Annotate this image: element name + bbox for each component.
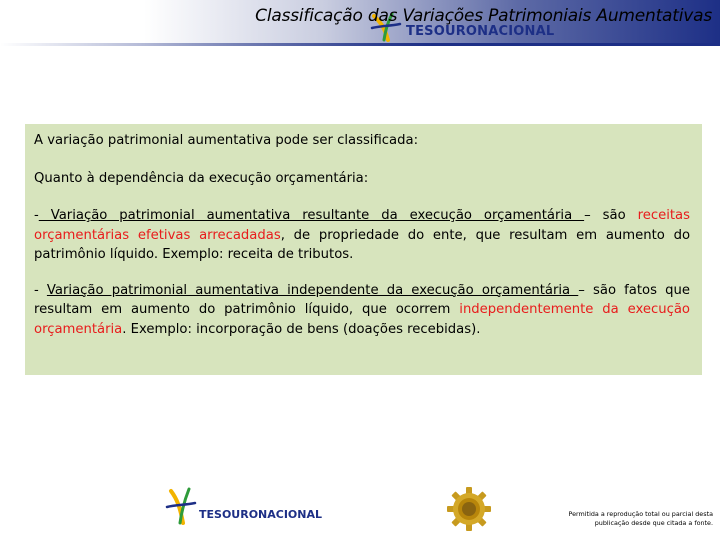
page-title: Classificação das Variações Patrimoniais Aumentativas <box>255 6 712 26</box>
header-bar <box>0 0 720 46</box>
gear-seal-icon <box>447 487 491 531</box>
footer-logo <box>165 487 323 527</box>
header-logo-text: TESOURONACIONAL <box>406 24 555 39</box>
section-heading: Quanto à dependência da execução orçamentária: <box>34 170 369 186</box>
item-term: Variação patrimonial aumentativa resultante da execução orçamentária <box>38 208 585 223</box>
item-text: , de propriedade do ente, que resultam em aumento do patrimônio líquido. Exemplo: receita de tributos. <box>34 227 691 262</box>
item-text: – são fatos que resultam em aumento do patrimônio líquido, que ocorrem <box>34 282 690 317</box>
item-highlight: independentemente da execução orçamentária <box>34 302 690 337</box>
item-text: . Exemplo: incorporação de bens (doações recebidas). <box>122 321 481 337</box>
item-term: Variação patrimonial aumentativa independente da execução orçamentária <box>46 282 579 298</box>
item-prefix: - <box>34 282 47 298</box>
item-highlight: receitas orçamentárias efetivas arrecadadas <box>34 208 690 243</box>
list-item <box>34 206 690 265</box>
content-box <box>25 124 702 375</box>
header-divider <box>0 43 720 46</box>
list-item <box>34 281 690 340</box>
footer-logo-text: TESOURONACIONAL <box>199 508 323 521</box>
intro-text: A variação patrimonial aumentativa pode ser classificada: <box>34 133 419 148</box>
tesouro-nacional-logo-icon <box>165 487 197 525</box>
item-prefix: - <box>34 208 39 223</box>
item-text: – são <box>584 208 638 223</box>
footer-note: Permitida a reprodução total ou parcial desta publicação desde que citada a fonte. <box>568 510 713 527</box>
